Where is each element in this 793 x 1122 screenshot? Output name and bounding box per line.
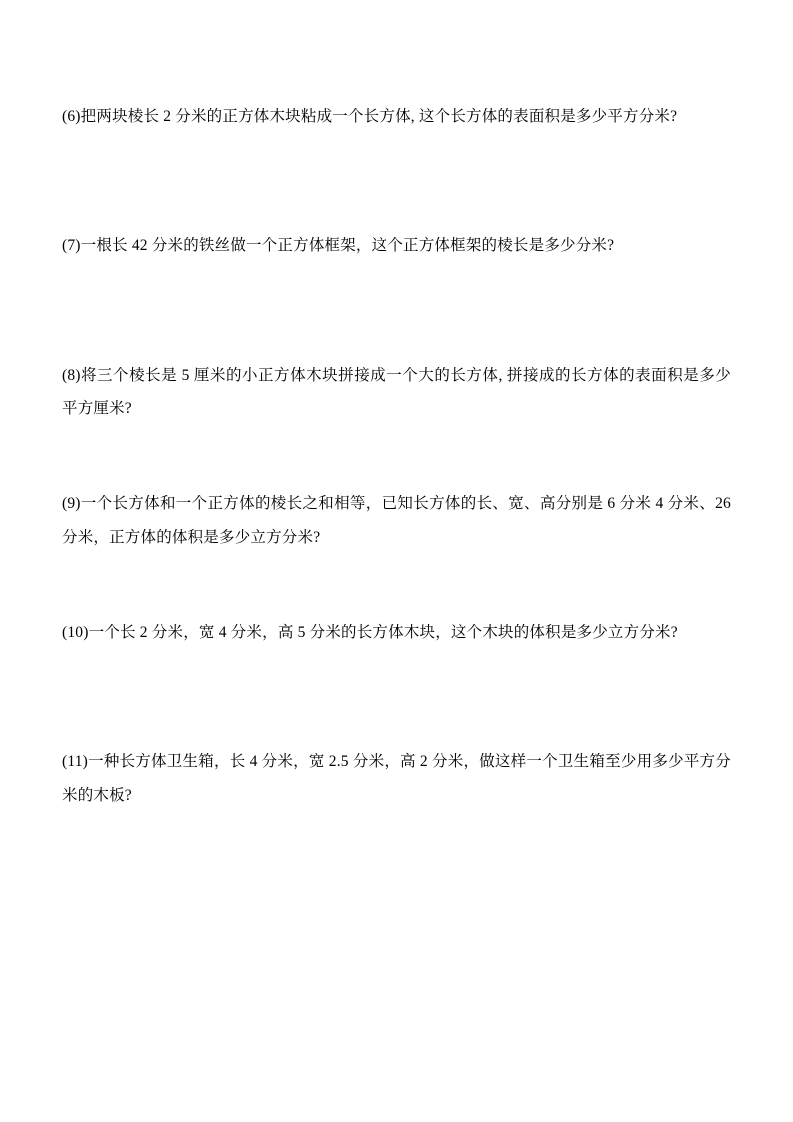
paragraph-spacer [62,133,731,229]
paragraph-spacer [62,425,731,487]
problem-paragraph-7: (7)一根长 42 分米的铁丝做一个正方体框架，这个正方体框架的棱长是多少分米? [62,237,615,255]
problem-paragraph-11: (11)一种长方体卫生箱，长 4 分米，宽 2.5 分米，高 2 分米，做这样一个卫生箱至少用多少平方分米的木板? [62,753,731,804]
paragraph-spacer [62,263,731,359]
paragraph-spacer [62,649,731,745]
problem-paragraph-10: (10)一个长 2 分米，宽 4 分米，高 5 分米的长方体木块，这个木块的体积是多少立方分米? [62,623,678,641]
problem-paragraph-9: (9)一个长方体和一个正方体的棱长之和相等，已知长方体的长、宽、高分别是 6 分米 4 分米、26 分米，正方体的体积是多少立方分米? [62,495,731,546]
problem-paragraph-8: (8)将三个棱长是 5 厘米的小正方体木块拼接成一个大的长方体, 拼接成的长方体的表面积是多少平方厘米? [62,366,731,417]
problem-paragraph-6: (6)把两块棱长 2 分米的正方体木块粘成一个长方体, 这个长方体的表面积是多少平方分米? [62,108,678,125]
paragraph-spacer [62,554,731,616]
